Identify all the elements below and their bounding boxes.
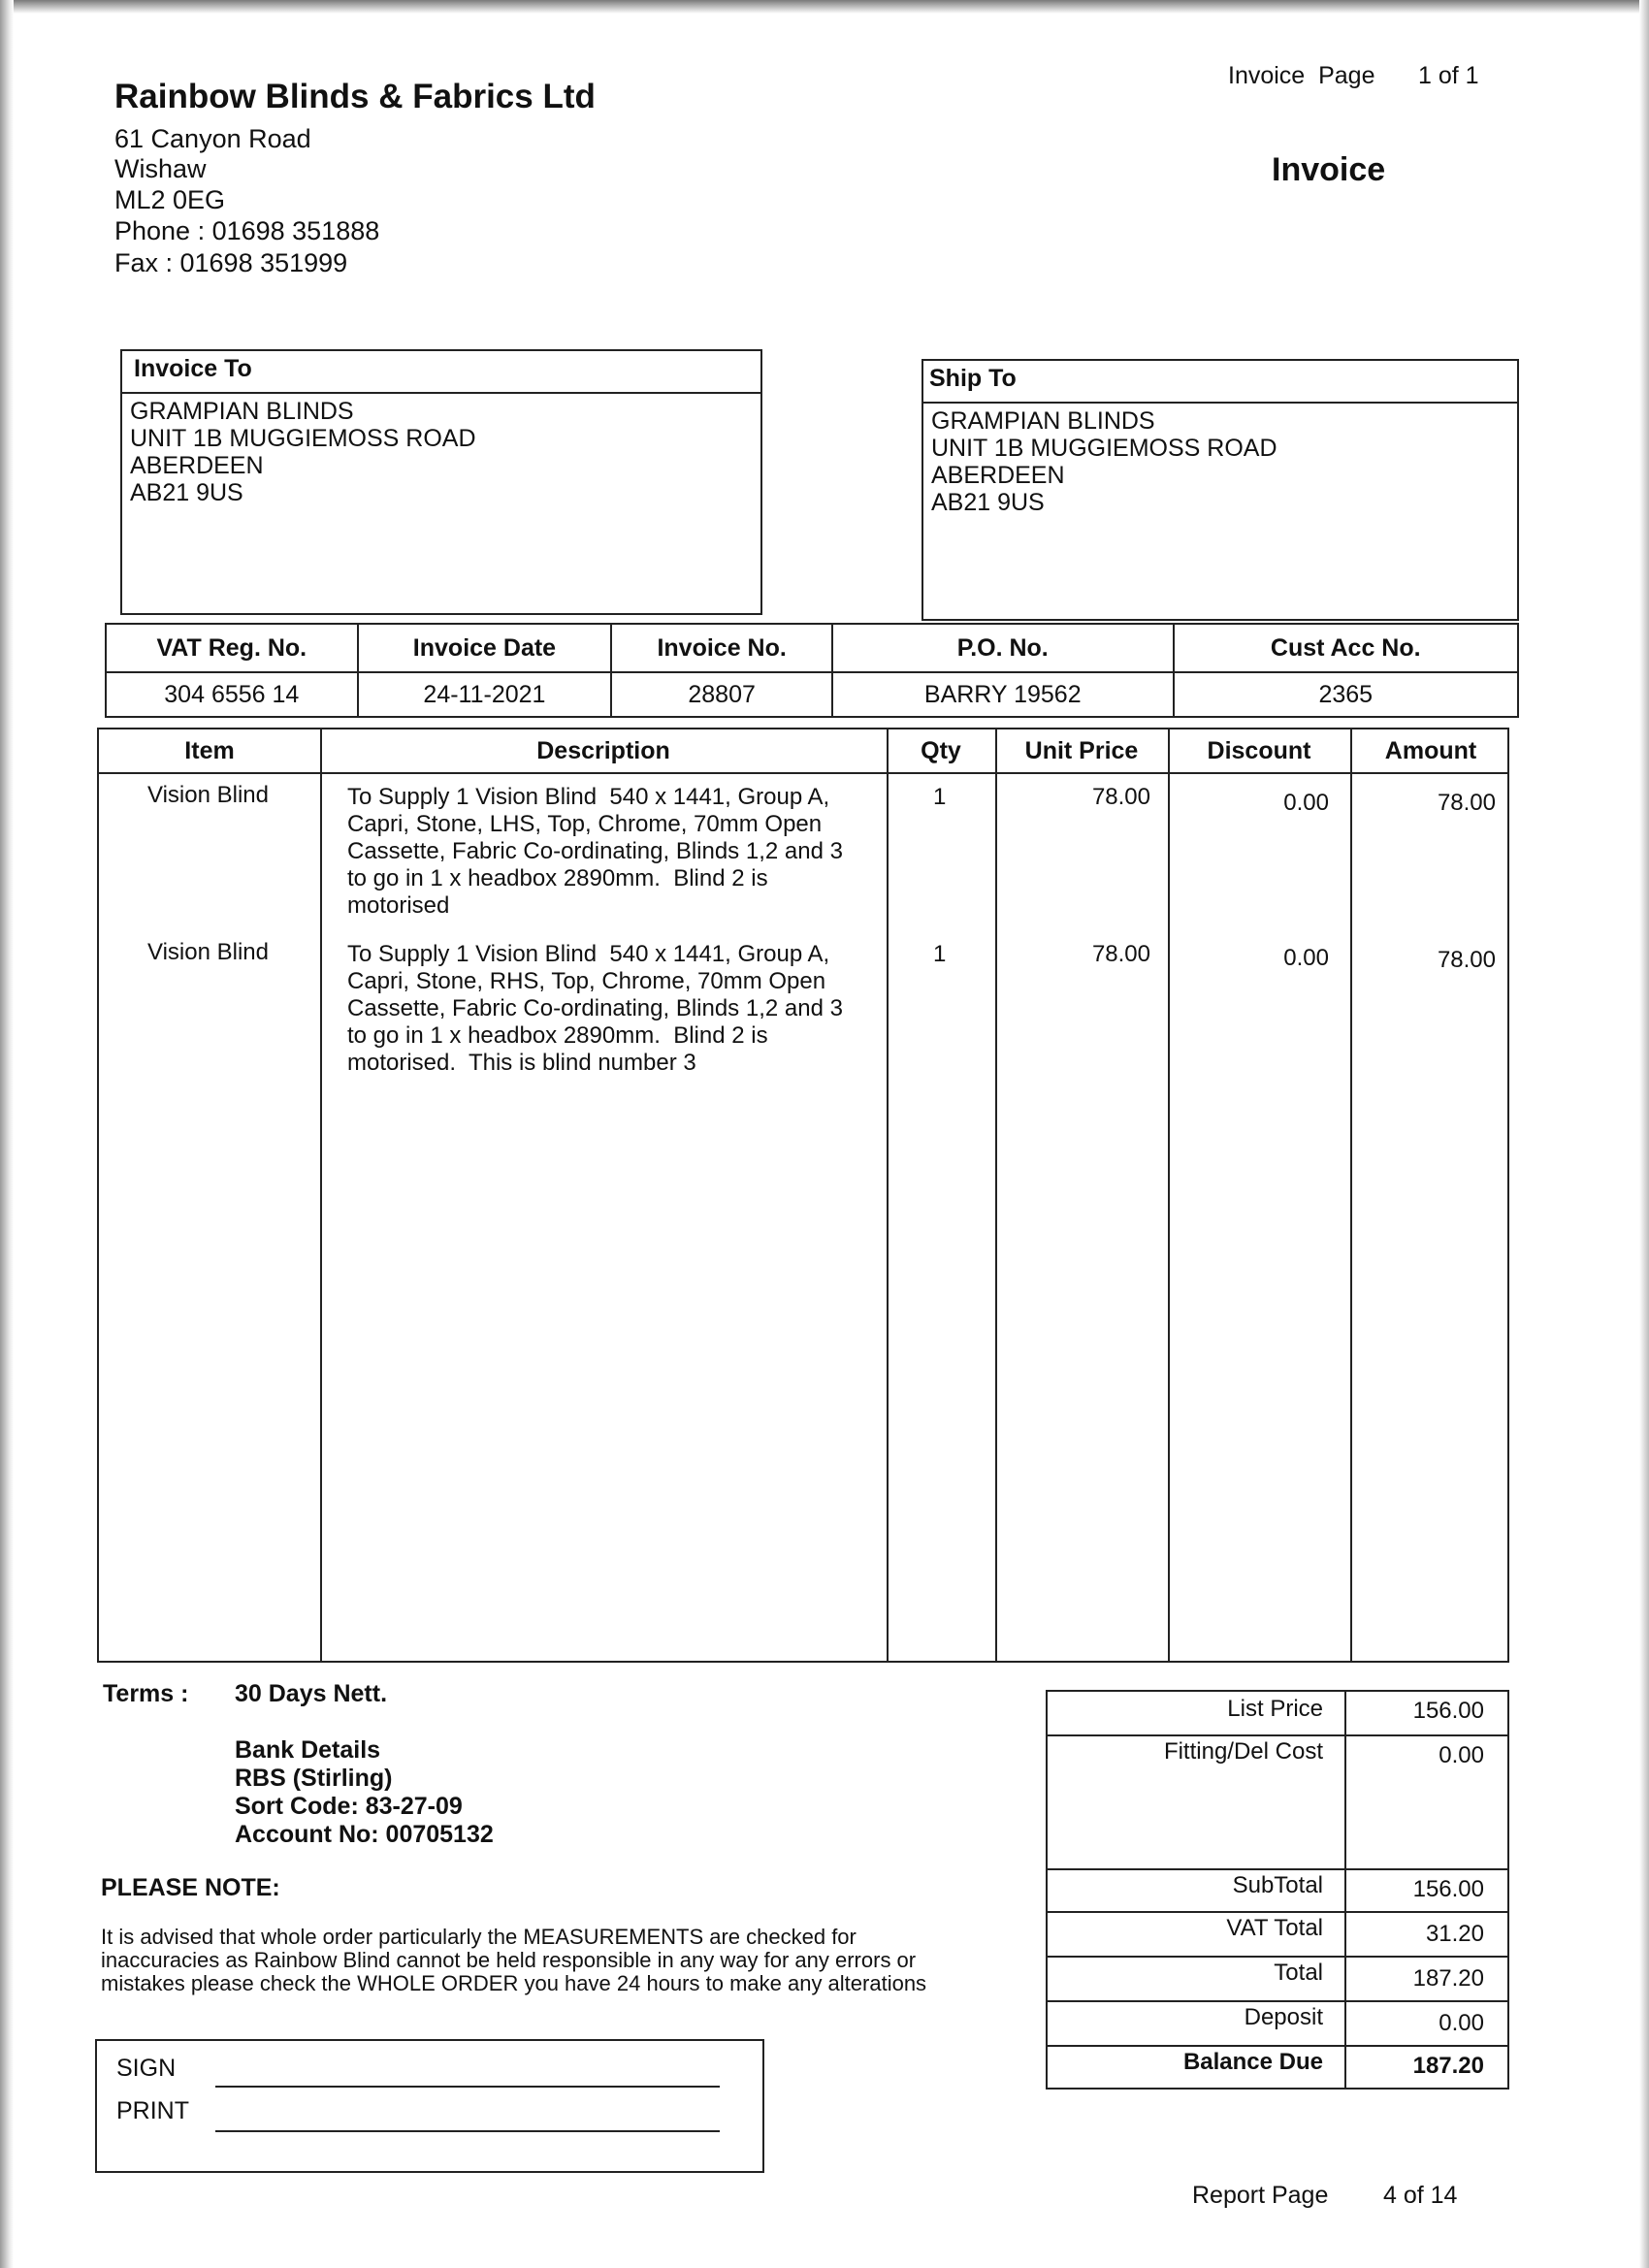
invoice-date-header: Invoice Date	[358, 624, 612, 672]
line-item-name: Vision Blind	[147, 782, 269, 808]
line-item-description	[347, 941, 881, 1077]
address-line: ABERDEEN	[931, 462, 1065, 489]
invoice-to-box	[120, 349, 762, 615]
deposit-label: Deposit	[1244, 2004, 1323, 2030]
ship-to-box	[922, 359, 1519, 621]
description-line: Cassette, Fabric Co-ordinating, Blinds 1,2 and 3	[347, 995, 843, 1021]
report-page-count: 4 of 14	[1383, 2182, 1458, 2209]
description-line: To Supply 1 Vision Blind 540 x 1441, Group A,	[347, 784, 830, 810]
company-address-line: Wishaw	[114, 154, 207, 183]
po-no-value: BARRY 19562	[832, 672, 1174, 717]
company-name: Rainbow Blinds & Fabrics Ltd	[114, 78, 596, 115]
signature-box	[95, 2039, 764, 2173]
line-item-name: Vision Blind	[147, 939, 269, 965]
bank-details-heading: Bank Details	[235, 1736, 381, 1764]
balance-due-value: 187.20	[1412, 2053, 1484, 2079]
vat-reg-header: VAT Reg. No.	[106, 624, 358, 672]
column-divider	[1350, 729, 1352, 1661]
totals-row-divider	[1048, 2000, 1507, 2002]
scan-edge-top	[0, 0, 1649, 14]
invoice-to-address	[122, 394, 760, 510]
document-title: Invoice	[1272, 151, 1386, 188]
line-item-discount: 0.00	[1283, 945, 1329, 971]
note-line: It is advised that whole order particularly the MEASUREMENTS are checked for	[101, 1925, 857, 1949]
please-note-heading: PLEASE NOTE:	[101, 1874, 280, 1901]
company-fax: Fax : 01698 351999	[114, 248, 348, 277]
description-line: Cassette, Fabric Co-ordinating, Blinds 1,2 and 3	[347, 838, 843, 864]
scan-edge-left	[0, 0, 14, 2268]
description-line: Capri, Stone, LHS, Top, Chrome, 70mm Open	[347, 811, 823, 837]
account-number: Account No: 00705132	[235, 1821, 494, 1848]
description-line: motorised. This is blind number 3	[347, 1050, 696, 1076]
vat-reg-value: 304 6556 14	[106, 672, 358, 717]
sign-line[interactable]	[215, 2086, 720, 2088]
fitting-cost-label: Fitting/Del Cost	[1163, 1738, 1323, 1765]
address-line: UNIT 1B MUGGIEMOSS ROAD	[931, 435, 1277, 462]
invoice-no-header: Invoice No.	[611, 624, 832, 672]
totals-divider	[1344, 1692, 1346, 2088]
invoice-page-count: 1 of 1	[1418, 62, 1479, 89]
subtotal-value: 156.00	[1412, 1876, 1484, 1902]
fitting-cost-value: 0.00	[1439, 1742, 1484, 1768]
totals-row-divider	[1048, 1956, 1507, 1958]
invoice-date-value: 24-11-2021	[358, 672, 612, 717]
total-value: 187.20	[1412, 1965, 1484, 1992]
discount-column-header: Discount	[1207, 737, 1311, 764]
company-phone: Phone : 01698 351888	[114, 216, 380, 245]
description-column-header: Description	[536, 737, 670, 764]
totals-row-divider	[1048, 1734, 1507, 1736]
ship-to-heading: Ship To	[923, 361, 1517, 404]
column-divider	[995, 729, 997, 1661]
column-divider	[1168, 729, 1170, 1661]
print-line[interactable]	[215, 2130, 720, 2132]
print-label: PRINT	[116, 2097, 189, 2124]
address-line: AB21 9US	[130, 479, 243, 506]
subtotal-label: SubTotal	[1232, 1872, 1323, 1898]
terms-label: Terms :	[103, 1680, 189, 1707]
unit-price-column-header: Unit Price	[1024, 737, 1139, 764]
info-value-row	[106, 672, 1518, 717]
description-line: Capri, Stone, RHS, Top, Chrome, 70mm Open	[347, 968, 826, 994]
totals-box	[1046, 1690, 1509, 2090]
scan-edge-right	[1639, 0, 1649, 2268]
ship-to-address	[923, 404, 1517, 520]
address-line: GRAMPIAN BLINDS	[130, 398, 354, 425]
totals-row-divider	[1048, 1911, 1507, 1913]
note-line: inaccuracies as Rainbow Blind cannot be held responsible in any way for any errors or	[101, 1948, 917, 1972]
line-item-qty: 1	[933, 941, 947, 967]
item-column-header: Item	[184, 737, 235, 764]
totals-row-divider	[1048, 2045, 1507, 2047]
description-line: motorised	[347, 892, 450, 919]
report-page-label: Report Page	[1192, 2182, 1329, 2209]
line-item-description	[347, 784, 881, 920]
invoice-no-value: 28807	[611, 672, 832, 717]
deposit-value: 0.00	[1439, 2010, 1484, 2036]
line-items-table	[97, 728, 1509, 1663]
address-line: ABERDEEN	[130, 452, 264, 479]
cust-acc-header: Cust Acc No.	[1174, 624, 1518, 672]
vat-total-value: 31.20	[1425, 1921, 1484, 1947]
total-label: Total	[1274, 1960, 1323, 1986]
description-line: to go in 1 x headbox 2890mm. Blind 2 is	[347, 1022, 768, 1049]
cust-acc-value: 2365	[1174, 672, 1518, 717]
description-line: To Supply 1 Vision Blind 540 x 1441, Group A,	[347, 941, 830, 967]
company-address-line: 61 Canyon Road	[114, 124, 311, 153]
sort-code: Sort Code: 83-27-09	[235, 1793, 463, 1820]
bank-name: RBS (Stirling)	[235, 1765, 393, 1792]
line-item-amount: 78.00	[1437, 947, 1496, 973]
line-item-amount: 78.00	[1437, 790, 1496, 816]
balance-due-label: Balance Due	[1182, 2049, 1323, 2075]
header-divider	[99, 772, 1507, 774]
line-item-unit-price: 78.00	[1091, 941, 1150, 967]
address-line: UNIT 1B MUGGIEMOSS ROAD	[130, 425, 476, 452]
invoice-to-heading: Invoice To	[122, 351, 760, 394]
company-address-line: ML2 0EG	[114, 185, 226, 214]
invoice-page-label: Invoice Page	[1228, 62, 1375, 89]
column-divider	[320, 729, 322, 1661]
po-no-header: P.O. No.	[832, 624, 1174, 672]
list-price-label: List Price	[1227, 1696, 1323, 1722]
address-line: GRAMPIAN BLINDS	[931, 407, 1155, 435]
info-header-row	[106, 624, 1518, 672]
totals-row-divider	[1048, 1868, 1507, 1870]
terms-value: 30 Days Nett.	[235, 1680, 388, 1707]
line-item-qty: 1	[933, 784, 947, 810]
list-price-value: 156.00	[1412, 1698, 1484, 1724]
vat-total-label: VAT Total	[1226, 1915, 1323, 1941]
note-line: mistakes please check the WHOLE ORDER you have 24 hours to make any alterations	[101, 1971, 927, 1995]
line-item-discount: 0.00	[1283, 790, 1329, 816]
sign-label: SIGN	[116, 2055, 177, 2082]
description-line: to go in 1 x headbox 2890mm. Blind 2 is	[347, 865, 768, 891]
column-divider	[887, 729, 889, 1661]
address-line: AB21 9US	[931, 489, 1045, 516]
qty-column-header: Qty	[921, 737, 961, 764]
amount-column-header: Amount	[1384, 737, 1477, 764]
line-item-unit-price: 78.00	[1091, 784, 1150, 810]
invoice-info-table	[105, 623, 1519, 718]
